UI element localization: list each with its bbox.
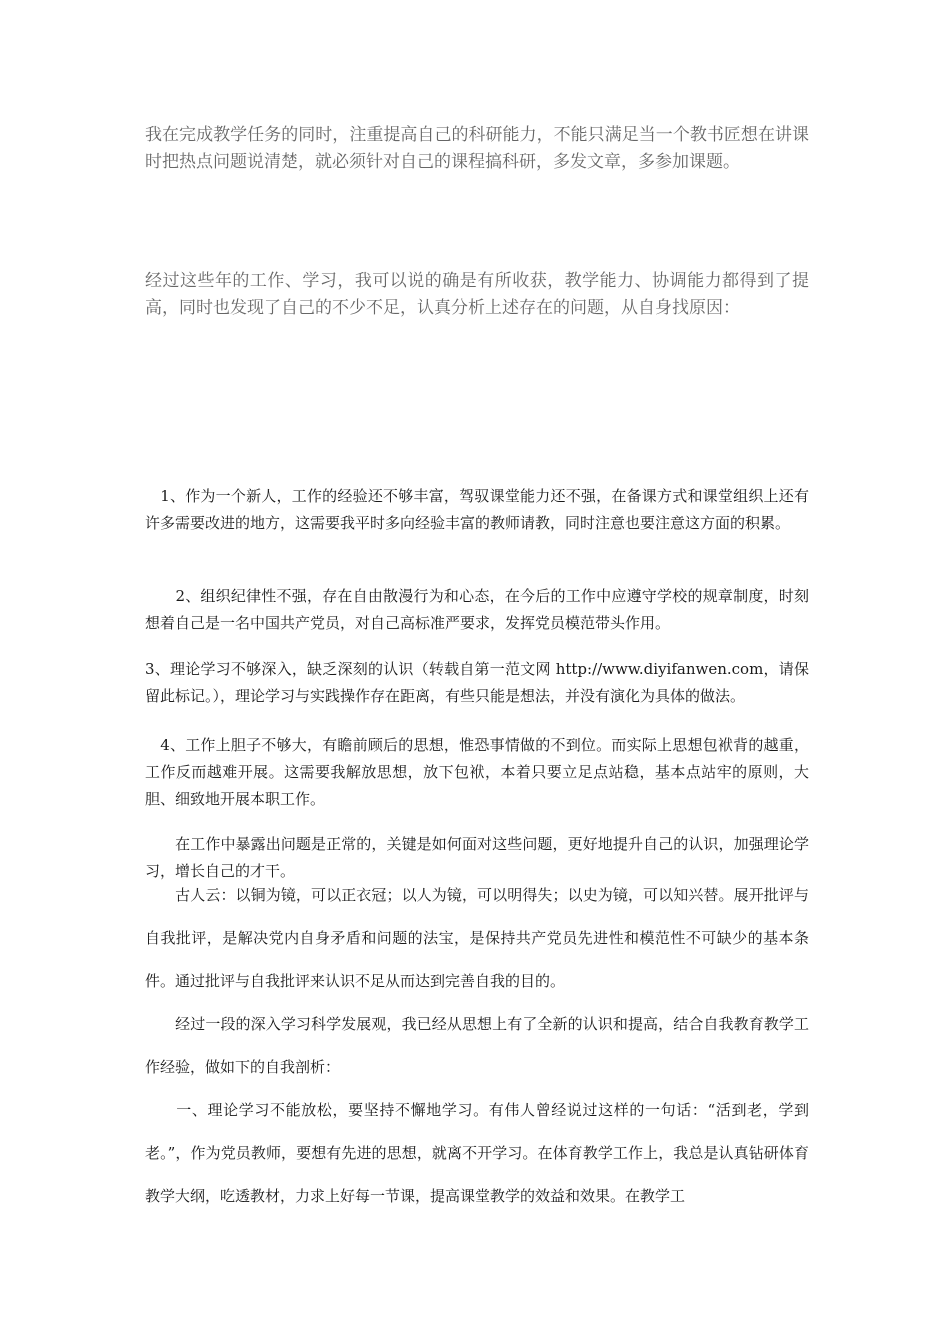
- paragraph-item-4: 4、工作上胆子不够大，有瞻前顾后的思想，惟恐事情做的不到位。而实际上思想包袱背的越重，工作反而越难开展。这需要我解放思想，放下包袱，本着只要立足点站稳，基本点站牢的原则，大胆、细致地开展本职工作。: [145, 736, 809, 808]
- paragraph-research: 我在完成教学任务的同时，注重提高自己的科研能力，不能只满足当一个教书匠想在讲课时把热点问题说清楚，就必须针对自己的课程搞科研，多发文章，多参加课题。: [145, 125, 809, 172]
- paragraph-item-1: 1、作为一个新人，工作的经验还不够丰富，驾驭课堂能力还不强，在备课方式和课堂组织上还有许多需要改进的地方，这需要我平时多向经验丰富的教师请教，同时注意也要注意这方面的积累。: [145, 487, 809, 532]
- paragraph-summary: 经过这些年的工作、学习，我可以说的确是有所收获，教学能力、协调能力都得到了提高，同时也发现了自己的不少不足，认真分析上述存在的问题，从自身找原因：: [145, 271, 809, 318]
- paragraph-theory-study: 一、理论学习不能放松，要坚持不懈地学习。有伟人曾经说过这样的一句话：“活到老，学到老。”，作为党员教师，要想有先进的思想，就离不开学习。在体育教学工作上，我总是认真钻研体育教学大纲，吃透教材，力求上好每一节课，提高课堂教学的效益和效果。在教学工: [145, 1101, 809, 1205]
- paragraph-criticism: 古人云：以铜为镜，可以正衣冠；以人为镜，可以明得失；以史为镜，可以知兴替。展开批评与自我批评，是解决党内自身矛盾和问题的法宝，是保持共产党员先进性和模范性不可缺少的基本条件。通过批评与自我批评来认识不足从而达到完善自我的目的。: [145, 886, 809, 990]
- paragraph-self-analysis: 经过一段的深入学习科学发展观，我已经从思想上有了全新的认识和提高，结合自我教育教学工作经验，做如下的自我剖析：: [145, 1015, 809, 1076]
- paragraph-item-2: 2、组织纪律性不强，存在自由散漫行为和心态，在今后的工作中应遵守学校的规章制度，时刻想着自己是一名中国共产党员，对自己高标准严要求，发挥党员模范带头作用。: [145, 587, 809, 632]
- paragraph-problems: 在工作中暴露出问题是正常的，关键是如何面对这些问题，更好地提升自己的认识，加强理论学习，增长自己的才干。: [145, 835, 809, 880]
- paragraph-item-3: 3、理论学习不够深入，缺乏深刻的认识（转载自第一范文网 http://www.diyifanwen.com，请保留此标记。），理论学习与实践操作存在距离，有些只能是想法，并没有演化为具体的做法。: [145, 660, 809, 705]
